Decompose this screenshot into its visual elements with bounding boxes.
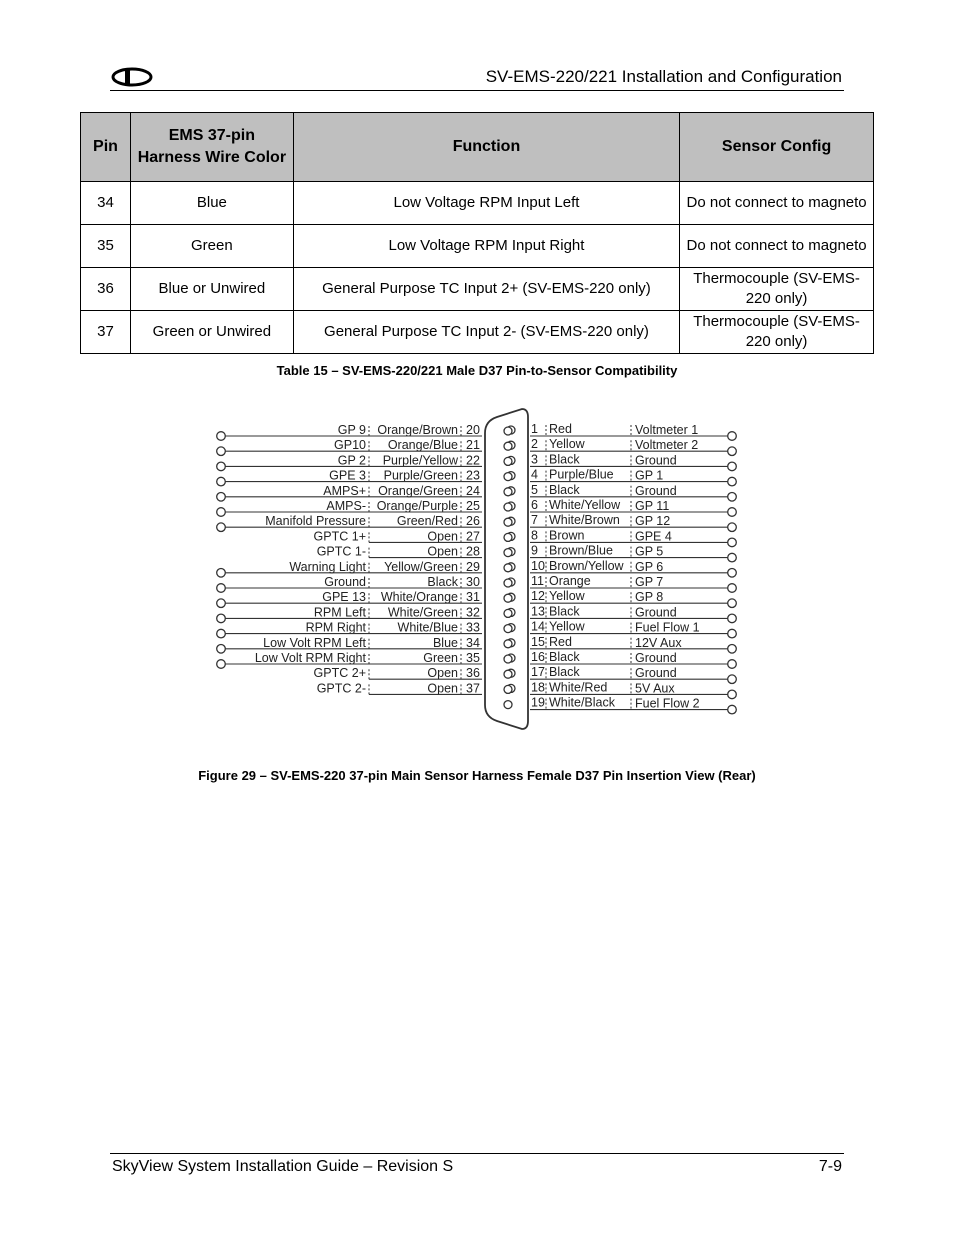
left-pin-wire-color: Yellow/Green — [384, 559, 458, 574]
right-pin-signal-label: 5V Aux — [635, 681, 675, 696]
left-pin-number: 21 — [466, 438, 480, 453]
left-pin-number: 25 — [466, 499, 480, 513]
pin-socket — [504, 670, 512, 678]
left-pin-wire-color: Open — [427, 544, 458, 559]
left-pin-signal-label: GPE 3 — [329, 468, 366, 483]
right-pin-number: 5 — [531, 482, 538, 497]
left-pin-number: 20 — [466, 423, 480, 437]
right-pin-signal-label: Fuel Flow 1 — [635, 620, 700, 635]
figure-caption: Figure 29 – SV-EMS-220 37-pin Main Sensor Harness Female D37 Pin Insertion View (Rear) — [198, 768, 756, 783]
left-pin-signal-label: GPE 13 — [322, 590, 366, 605]
right-pin-wire-color: Yellow — [549, 619, 585, 634]
pin-socket — [504, 564, 512, 572]
left-pin-signal-label: AMPS+ — [323, 483, 366, 498]
left-pin-signal-label: Low Volt RPM Right — [254, 651, 366, 665]
right-pin-signal-label: Voltmeter 2 — [635, 438, 699, 453]
right-pin-wire-color: Black — [549, 482, 580, 497]
left-pin-signal-label: GPTC 2- — [316, 681, 366, 696]
wire-terminal — [728, 477, 737, 486]
right-pin-wire-color: Brown/Yellow — [549, 558, 624, 573]
right-pin-number: 6 — [531, 498, 538, 512]
right-pin-wire-color: White/Brown — [549, 513, 620, 528]
right-pin-signal-label: 12V Aux — [635, 635, 682, 650]
left-pin-signal-label: GPTC 1+ — [313, 529, 366, 544]
right-pin-wire-color: Yellow — [549, 437, 585, 452]
wire-terminal — [217, 569, 226, 578]
right-pin-signal-label: GP 8 — [635, 590, 664, 605]
right-pin-wire-color: Brown/Blue — [549, 543, 613, 558]
cell-function: Low Voltage RPM Input Left — [293, 182, 679, 225]
left-pin-wire-color: Green — [423, 651, 458, 665]
right-pin-number: 3 — [531, 452, 538, 467]
right-pin-signal-label: GP 6 — [635, 559, 664, 574]
table-row — [81, 182, 874, 225]
pin-socket — [504, 655, 512, 663]
wire-terminal — [728, 447, 737, 456]
right-pin-number: 19 — [531, 695, 545, 710]
wire-terminal — [217, 629, 226, 638]
left-pin-signal-label: Manifold Pressure — [265, 514, 366, 529]
d37-connector-diagram — [0, 405, 954, 740]
wire-terminal — [728, 508, 737, 517]
right-pin-signal-label: GP 11 — [635, 499, 670, 513]
right-pin-number: 11 — [531, 574, 544, 588]
left-pin-wire-color: Green/Red — [396, 514, 458, 529]
wire-terminal — [217, 477, 226, 486]
right-pin-signal-label: Ground — [635, 453, 677, 468]
cell-pin: 35 — [81, 225, 131, 268]
left-pin-wire-color: Open — [427, 529, 458, 544]
wire-terminal — [728, 614, 737, 623]
right-pin-wire-color: Brown — [549, 528, 585, 543]
right-pin-signal-label: GPE 4 — [635, 529, 672, 544]
left-pin-number: 28 — [466, 544, 480, 559]
wire-terminal — [728, 569, 737, 578]
right-pin-signal-label: GP 5 — [635, 544, 664, 559]
pin-socket — [504, 625, 512, 633]
wire-terminal — [217, 447, 226, 456]
left-pin-wire-color: White/Blue — [397, 620, 458, 635]
left-pin-number: 35 — [466, 651, 480, 665]
right-pin-number: 16 — [531, 650, 545, 664]
left-pin-wire-color: Orange/Brown — [377, 423, 458, 437]
right-pin-wire-color: White/Red — [549, 680, 608, 695]
cell-sensor: Do not connect to magneto — [680, 182, 874, 225]
cell-sensor: Thermocouple (SV-EMS-220 only) — [680, 268, 874, 311]
left-pin-wire-color: Purple/Yellow — [382, 453, 458, 468]
left-pin-number: 26 — [466, 514, 480, 529]
left-pin-number: 33 — [466, 620, 480, 635]
left-pin-number: 31 — [466, 590, 480, 605]
right-pin-signal-label: GP 12 — [635, 514, 671, 529]
left-pin-wire-color: Orange/Blue — [387, 438, 458, 453]
pin-socket — [504, 442, 512, 450]
right-pin-number: 13 — [531, 604, 545, 619]
pin-socket — [504, 685, 512, 693]
right-pin-signal-label: Ground — [635, 483, 677, 498]
pin-socket — [504, 579, 512, 587]
left-pin-number: 24 — [466, 483, 480, 498]
cell-color: Green or Unwired — [130, 311, 293, 354]
left-pin-signal-label: GP 9 — [337, 423, 366, 437]
wire-terminal — [728, 690, 737, 699]
left-pin-signal-label: RPM Left — [313, 605, 366, 620]
left-pin-signal-label: Low Volt RPM Left — [263, 635, 366, 650]
left-pin-number: 23 — [466, 468, 480, 483]
wire-terminal — [728, 584, 737, 593]
wire-terminal — [217, 614, 226, 623]
left-pin-wire-color: Black — [427, 575, 458, 589]
page-header-title: SV-EMS-220/221 Installation and Configuration — [485, 67, 842, 86]
wire-terminal — [217, 493, 226, 502]
table-row — [81, 311, 874, 354]
right-pin-wire-color: Black — [549, 452, 580, 467]
pin-socket — [504, 503, 512, 511]
left-pin-number: 22 — [466, 453, 480, 468]
wire-terminal — [217, 584, 226, 593]
right-pin-wire-color: Red — [549, 634, 572, 649]
cell-color: Green — [130, 225, 293, 268]
left-pin-number: 34 — [466, 635, 480, 650]
pin-socket — [504, 549, 512, 557]
right-pin-wire-color: Black — [549, 665, 580, 680]
right-pin-number: 9 — [531, 543, 538, 558]
left-pin-signal-label: RPM Right — [305, 620, 366, 635]
left-pin-signal-label: Ground — [324, 575, 366, 589]
right-pin-wire-color: Purple/Blue — [549, 467, 614, 482]
header-pin: Pin — [81, 113, 131, 182]
left-pin-signal-label: GP10 — [334, 438, 366, 453]
wire-terminal — [217, 523, 226, 532]
left-pin-wire-color: White/Orange — [380, 590, 458, 605]
left-pin-wire-color: Purple/Green — [383, 468, 458, 483]
right-pin-number: 4 — [531, 467, 538, 482]
left-pin-number: 37 — [466, 681, 480, 696]
wire-terminal — [217, 508, 226, 517]
left-pin-number: 32 — [466, 605, 480, 620]
cell-pin: 34 — [81, 182, 131, 225]
pin-socket — [504, 609, 512, 617]
right-pin-number: 8 — [531, 528, 538, 543]
right-pin-wire-color: Black — [549, 650, 580, 664]
table-header-row — [81, 113, 874, 182]
wire-terminal — [728, 553, 737, 562]
left-pin-wire-color: Orange/Purple — [376, 499, 458, 513]
right-pin-signal-label: GP 7 — [635, 575, 664, 589]
pin-socket — [504, 473, 512, 481]
page-number: 7-9 — [818, 1158, 842, 1175]
right-pin-number: 10 — [531, 558, 545, 573]
pin-socket — [504, 457, 512, 465]
left-pin-number: 27 — [466, 529, 480, 544]
cell-pin: 37 — [81, 311, 131, 354]
left-pin-signal-label: GPTC 2+ — [313, 666, 366, 681]
wire-terminal — [728, 493, 737, 502]
right-pin-signal-label: Fuel Flow 2 — [635, 696, 700, 711]
pin-table — [80, 112, 874, 354]
left-pin-wire-color: Open — [427, 681, 458, 696]
wire-terminal — [728, 538, 737, 547]
pin-socket — [504, 427, 512, 435]
wire-terminal — [217, 660, 226, 669]
pin-socket — [504, 701, 512, 709]
table-row — [81, 225, 874, 268]
right-pin-wire-color: Orange — [549, 574, 591, 588]
right-pin-number: 14 — [531, 619, 545, 634]
pin-socket — [504, 533, 512, 541]
right-pin-signal-label: Ground — [635, 605, 677, 620]
wire-terminal — [217, 645, 226, 654]
left-pin-signal-label: Warning Light — [289, 559, 366, 574]
right-pin-number: 18 — [531, 680, 545, 695]
right-pin-signal-label: GP 1 — [635, 468, 664, 483]
footer-rule — [110, 1153, 844, 1154]
right-pin-number: 2 — [531, 437, 538, 452]
header-wire-color: EMS 37-pin Harness Wire Color — [130, 113, 293, 182]
table-row — [81, 268, 874, 311]
pin-socket — [504, 518, 512, 526]
cell-color: Blue — [130, 182, 293, 225]
wire-terminal — [217, 462, 226, 471]
wire-terminal — [728, 705, 737, 714]
left-pin-signal-label: AMPS- — [326, 499, 366, 513]
right-pin-number: 1 — [531, 422, 538, 436]
header-function: Function — [293, 113, 679, 182]
wire-terminal — [728, 523, 737, 532]
right-pin-number: 15 — [531, 634, 545, 649]
pin-socket — [504, 594, 512, 602]
table-caption: Table 15 – SV-EMS-220/221 Male D37 Pin-to-Sensor Compatibility — [276, 363, 678, 378]
right-pin-signal-label: Ground — [635, 651, 677, 665]
pin-socket — [504, 640, 512, 648]
right-pin-number: 17 — [531, 665, 545, 680]
right-pin-wire-color: Red — [549, 422, 572, 436]
wire-terminal — [728, 462, 737, 471]
left-pin-wire-color: Blue — [432, 635, 458, 650]
wire-terminal — [728, 660, 737, 669]
wire-terminal — [728, 599, 737, 608]
wire-terminal — [728, 645, 737, 654]
wire-terminal — [217, 599, 226, 608]
cell-function: General Purpose TC Input 2+ (SV-EMS-220 only) — [293, 268, 679, 311]
cell-sensor: Thermocouple (SV-EMS-220 only) — [680, 311, 874, 354]
cell-color: Blue or Unwired — [130, 268, 293, 311]
footer-guide-title: SkyView System Installation Guide – Revision S — [112, 1158, 454, 1175]
right-pin-signal-label: Voltmeter 1 — [635, 423, 699, 437]
right-pin-wire-color: White/Black — [549, 695, 615, 710]
left-pin-number: 30 — [466, 575, 480, 589]
left-pin-number: 36 — [466, 666, 480, 681]
right-pin-number: 7 — [531, 513, 538, 528]
wire-terminal — [217, 432, 226, 441]
pin-socket — [504, 488, 512, 496]
right-pin-wire-color: Black — [549, 604, 580, 619]
header-rule — [110, 90, 844, 91]
right-pin-signal-label: Ground — [635, 666, 677, 681]
cell-pin: 36 — [81, 268, 131, 311]
wire-terminal — [728, 432, 737, 441]
cell-sensor: Do not connect to magneto — [680, 225, 874, 268]
dynon-logo — [110, 66, 156, 93]
header-sensor-config: Sensor Config — [680, 113, 874, 182]
wire-terminal — [728, 675, 737, 684]
right-pin-wire-color: White/Yellow — [549, 498, 621, 512]
right-pin-number: 12 — [531, 589, 545, 604]
left-pin-wire-color: Open — [427, 666, 458, 681]
wire-terminal — [728, 629, 737, 638]
left-pin-wire-color: White/Green — [387, 605, 458, 620]
cell-function: General Purpose TC Input 2- (SV-EMS-220 only) — [293, 311, 679, 354]
cell-function: Low Voltage RPM Input Right — [293, 225, 679, 268]
left-pin-signal-label: GPTC 1- — [316, 544, 366, 559]
left-pin-wire-color: Orange/Green — [378, 483, 458, 498]
right-pin-wire-color: Yellow — [549, 589, 585, 604]
left-pin-signal-label: GP 2 — [337, 453, 366, 468]
left-pin-number: 29 — [466, 559, 480, 574]
